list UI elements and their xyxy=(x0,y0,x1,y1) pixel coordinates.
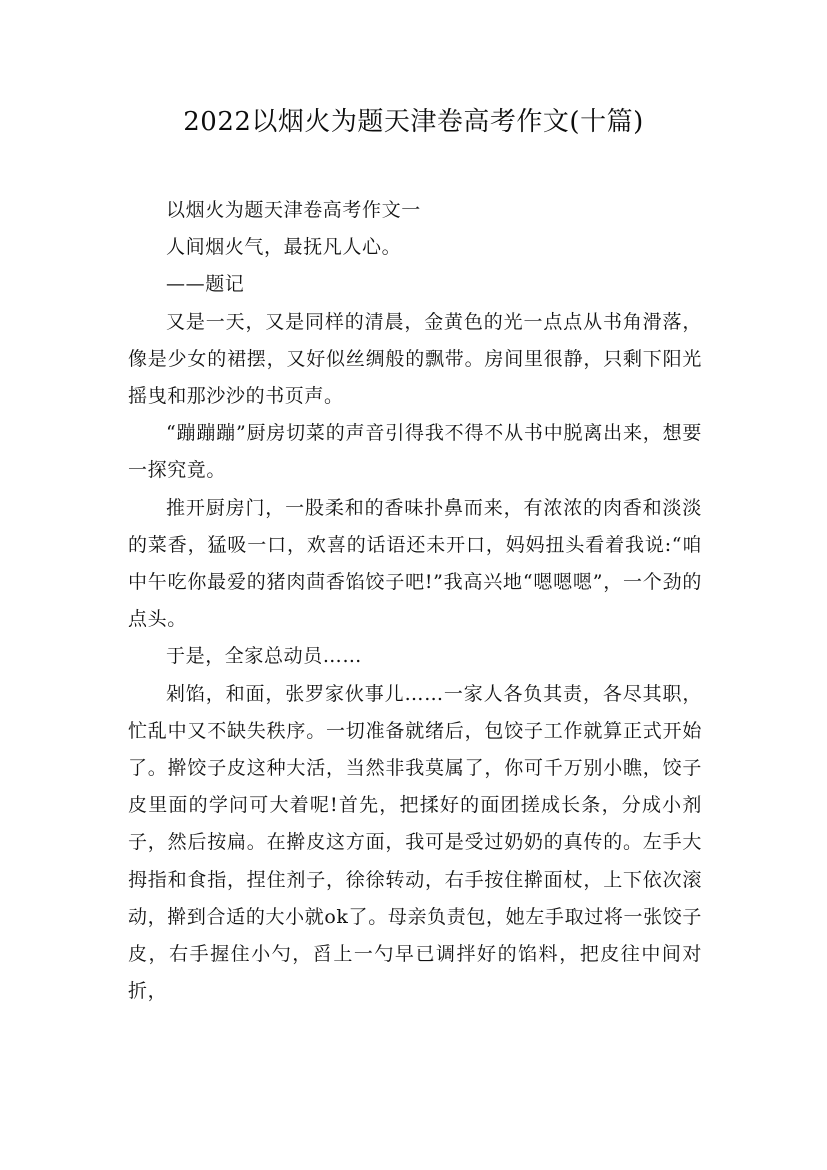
paragraph: “蹦蹦蹦”厨房切菜的声音引得我不得不从书中脱离出来，想要一探究竟。 xyxy=(128,422,702,482)
document-title: 2022以烟火为题天津卷高考作文(十篇) xyxy=(183,107,644,137)
paragraph: 剁馅，和面，张罗家伙事儿……一家人各负其责，各尽其职，忙乱中又不缺失秩序。一切准备就绪后，包饺子工作就算正式开始了。擀饺子皮这种大活，当然非我莫属了，你可千万别小瞧，饺子皮里面的学问可大着呢!首先，把揉好的面团搓成长条，分成小剂子，然后按扁。在擀皮这方面，我可是受过奶奶的真传的。左手大拇指和食指，捏住剂子，徐徐转动，右手按住擀面杖，上下依次滚动，擀到合适的大小就ok了。母亲负责包，她左手取过将一张饺子皮，右手握住小勺，舀上一勺早已调拌好的馅料，把皮往中间对折， xyxy=(128,682,702,1003)
paragraph-heading: 以烟火为题天津卷高考作文一 xyxy=(166,199,421,221)
paragraph-epigraph-note: ——题记 xyxy=(166,273,245,296)
document-body xyxy=(128,192,702,1010)
paragraph: 又是一天，又是同样的清晨，金黄色的光一点点从书角滑落，像是少女的裙摆，又好似丝绸般的飘带。房间里很静，只剩下阳光摇曳和那沙沙的书页声。 xyxy=(128,310,702,408)
paragraph-epigraph: 人间烟火气，最抚凡人心。 xyxy=(166,236,402,259)
paragraph: 推开厨房门，一股柔和的香味扑鼻而来，有浓浓的肉香和淡淡的菜香，猛吸一口，欢喜的话语还未开口，妈妈扭头看着我说:“咱中午吃你最爱的猪肉茴香馅饺子吧!”我高兴地“嗯嗯嗯”，一个劲的点头。 xyxy=(128,496,702,631)
paragraph: 于是，全家总动员…… xyxy=(166,645,363,668)
